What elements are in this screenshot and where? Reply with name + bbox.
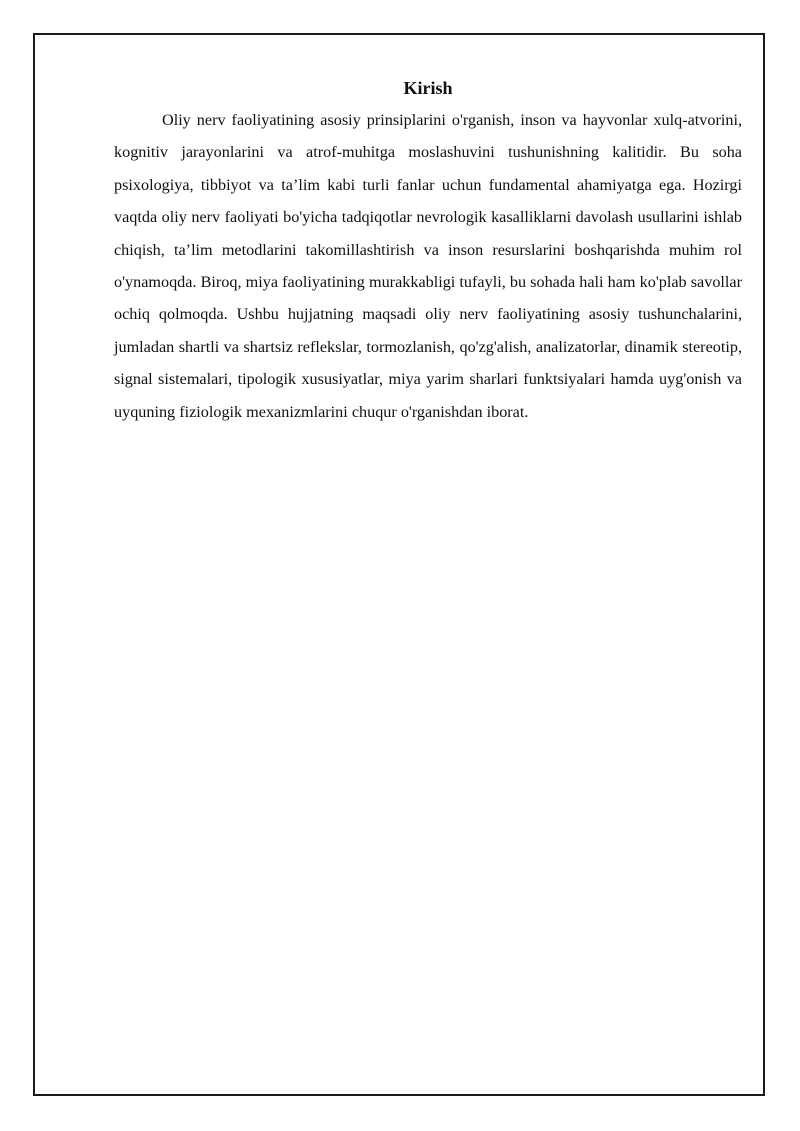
document-body [114,74,742,428]
section-heading: Kirish [403,78,453,98]
intro-paragraph: Oliy nerv faoliyatining asosiy prinsiplarini o'rganish, inson va hayvonlar xulq-atvorini, kognitiv jarayonlarini va atrof-muhitga moslashuvini tushunishning kalitidir. Bu soha psixologiya, tibbiyot va ta’lim kabi turli fanlar uchun fundamental ahamiyatga ega. Hozirgi vaqtda oliy nerv faoliyati bo'yicha tadqiqotlar nevrologik kasalliklarni davolash usullarini ishlab chiqish, ta’lim metodlarini takomillashtirish va inson resurslarini boshqarishda muhim rol o'ynamoqda. Biroq, miya faoliyatining murakkabligi tufayli, bu sohada hali ham ko'plab savollar ochiq qolmoqda. Ushbu hujjatning maqsadi oliy nerv faoliyatining asosiy tushunchalarini, jumladan shartli va shartsiz reflekslar, tormozlanish, qo'zg'alish, analizatorlar, dinamik stereotip, signal sistemalari, tipologik xususiyatlar, miya yarim sharlari funktsiyalari hamda uyg'onish va uyquning fiziologik mexanizmlarini chuqur o'rganishdan iborat. [114,111,742,421]
